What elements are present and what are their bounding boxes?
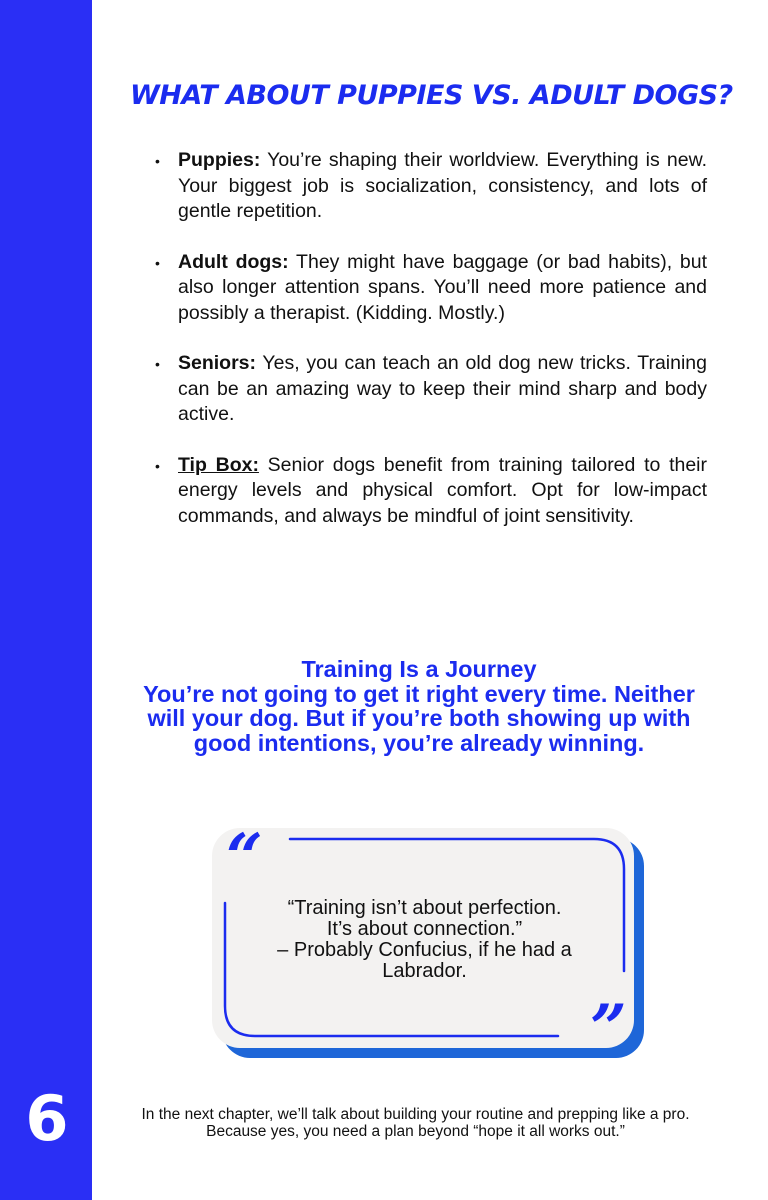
quote-attribution: – Probably Confucius, if he had a Labrador.	[277, 939, 572, 982]
footer-text: In the next chapter, we’ll talk about building your routine and prepping like a pro. Because yes, you need a plan beyond “hope it all works out.”	[141, 1106, 690, 1140]
bullet-dot: •	[155, 254, 160, 271]
quote-line-2: It’s about connection.”	[326, 918, 523, 940]
bullet-text: You’re shaping their worldview. Everything is new. Your biggest job is socialization, consistency, and lots of gentle repetition.	[178, 149, 707, 222]
bullet-text: Senior dogs benefit from training tailored to their energy levels and physical comfort. Opt for low-impact commands, and always be mindful of joint sensitivity.	[178, 453, 708, 527]
bullet-label: Seniors:	[178, 352, 257, 374]
bullet-dot: •	[155, 457, 160, 474]
bullet-text: They might have baggage (or bad habits), but also longer attention spans. You’ll need more patience and possibly a therapist. (Kidding. Mostly.)	[178, 250, 707, 324]
bullet-puppies	[155, 148, 707, 225]
bullet-label: Tip Box:	[178, 453, 259, 476]
journey-callout	[130, 657, 708, 755]
quote-text	[237, 898, 612, 982]
bullet-label: Puppies:	[178, 149, 261, 171]
bullet-list	[155, 148, 707, 554]
bullet-seniors	[155, 351, 707, 428]
open-quote-icon: “	[226, 820, 263, 895]
page-number: 6	[25, 1082, 67, 1155]
bullet-label: Adult dogs:	[178, 250, 289, 273]
bullet-adult-dogs	[155, 250, 707, 327]
page-title: WHAT ABOUT PUPPIES VS. ADULT DOGS?	[130, 80, 733, 112]
bullet-tip-box	[155, 453, 707, 530]
bullet-dot: •	[155, 356, 160, 372]
close-quote-icon: ”	[590, 991, 627, 1066]
bullet-text: Yes, you can teach an old dog new tricks. Training can be an amazing way to keep their mind sharp and body active.	[178, 352, 707, 425]
sidebar-band	[0, 0, 92, 1200]
journey-body: You’re not going to get it right every time. Neither will your dog. But if you’re both showing up with good intentions, you’re already winning.	[143, 680, 695, 756]
quote-line-1: “Training isn’t about perfection.	[287, 897, 562, 919]
bullet-dot: •	[155, 153, 160, 169]
journey-heading: Training Is a Journey	[301, 656, 537, 682]
